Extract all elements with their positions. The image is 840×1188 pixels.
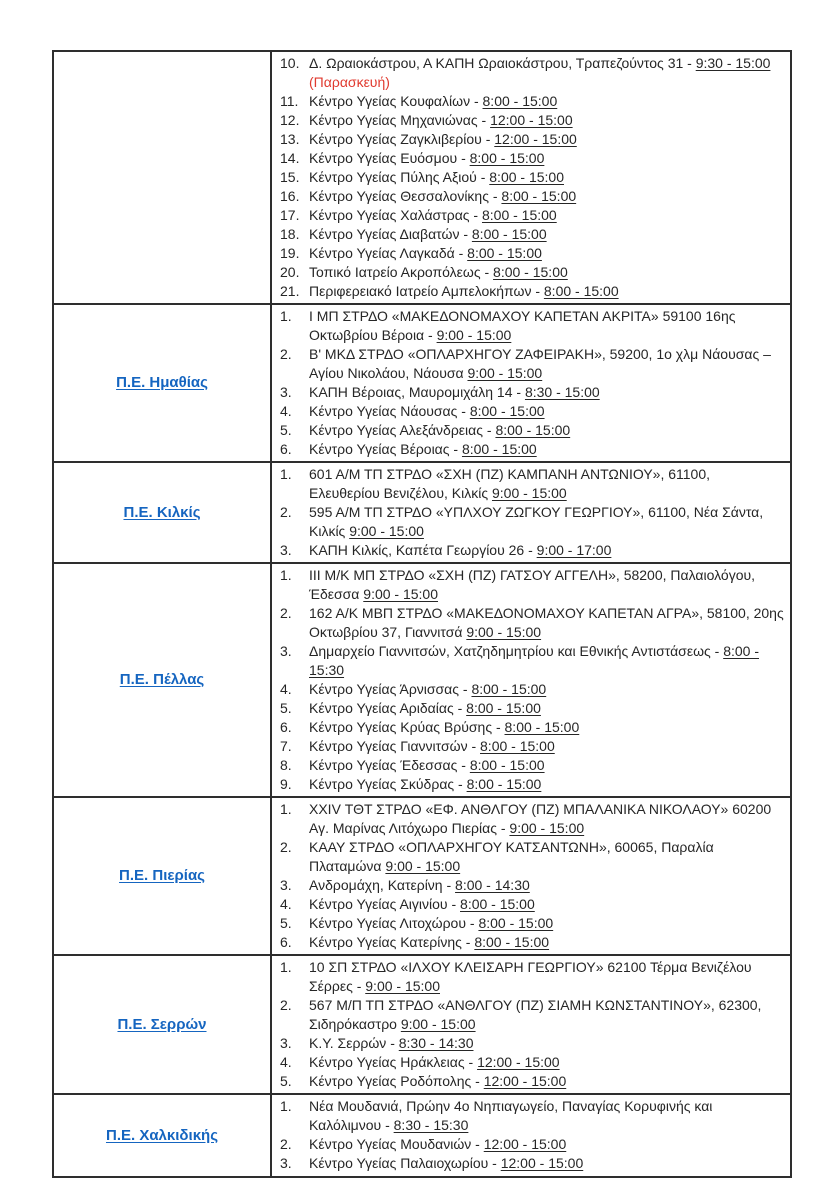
location-text: 162 Α/Κ ΜΒΠ ΣΤΡΔΟ «ΜΑΚΕΔΟΝΟΜΑΧΟΥ ΚΑΠΕΤΑΝ ΑΓΡΑ», 58100, 20ης Οκτωβρίου 37, Γιαννιτσά <box>309 605 784 640</box>
list-item <box>280 718 784 737</box>
item-body <box>309 465 784 503</box>
opening-hours: 8:00 - 15:00 <box>493 264 568 280</box>
item-body <box>309 1097 784 1135</box>
list-item <box>280 54 784 92</box>
locations-list <box>280 54 784 301</box>
location-text: Νέα Μουδανιά, Πρώην 4ο Νηπιαγωγείο, Παναγίας Κορυφινής και Καλόλιμνου - <box>309 1098 713 1133</box>
list-item <box>280 1053 784 1072</box>
location-text: Ανδρομάχη, Κατερίνη - <box>309 877 456 893</box>
opening-hours: 12:00 - 15:00 <box>477 1054 560 1070</box>
locations-cell <box>271 304 791 462</box>
item-number: 3. <box>280 1155 292 1171</box>
list-item <box>280 680 784 699</box>
locations-list <box>280 307 784 459</box>
location-text: Κέντρο Υγείας Ροδόπολης - <box>309 1073 484 1089</box>
opening-hours: 8:00 - 15:00 <box>501 188 577 204</box>
list-item <box>280 642 784 680</box>
item-body <box>309 718 784 737</box>
item-number: 1. <box>280 466 292 482</box>
item-body <box>309 421 784 440</box>
region-cell <box>53 462 271 563</box>
health-centers-table <box>52 50 792 1178</box>
item-body <box>309 642 784 680</box>
opening-hours: 9:00 - 15:00 <box>467 365 543 381</box>
opening-hours: 8:00 - 15:00 <box>461 441 537 457</box>
table-row <box>53 797 791 955</box>
opening-hours: 8:00 - 15:00 <box>495 422 571 438</box>
item-body <box>309 699 784 718</box>
item-body <box>309 345 784 383</box>
item-number: 14. <box>280 150 300 166</box>
location-text: Κέντρο Υγείας Αριδαίας - <box>309 700 467 716</box>
location-text: Κέντρο Υγείας Σκύδρας - <box>309 776 467 792</box>
table-row <box>53 955 791 1094</box>
locations-list <box>280 958 784 1091</box>
item-number: 5. <box>280 1073 292 1089</box>
location-text: Κέντρο Υγείας Διαβατών - <box>309 226 472 242</box>
locations-cell <box>271 955 791 1094</box>
locations-cell <box>271 1094 791 1177</box>
opening-hours: 8:00 - 14:30 <box>455 877 530 893</box>
locations-cell <box>271 51 791 304</box>
item-number: 12. <box>280 112 300 128</box>
location-text: Δ. Ωραιοκάστρου, Α ΚΑΠΗ Ωραιοκάστρου, Τραπεζούντος 31 - <box>309 55 696 71</box>
location-text: Κέντρο Υγείας Μηχανιώνας - <box>309 112 491 128</box>
opening-hours: 9:00 - 15:00 <box>436 327 512 343</box>
item-number: 7. <box>280 738 292 754</box>
opening-hours: 8:30 - 15:00 <box>524 384 600 400</box>
region-label: Π.Ε. Πέλλας <box>119 671 205 688</box>
opening-hours: 8:00 - 15:00 <box>474 934 550 950</box>
item-number: 4. <box>280 1054 292 1070</box>
item-body <box>309 737 784 756</box>
location-text: Κέντρο Υγείας Αιγινίου - <box>309 896 461 912</box>
list-item <box>280 465 784 503</box>
item-body <box>309 756 784 775</box>
region-label: Π.Ε. Χαλκιδικής <box>105 1126 219 1144</box>
item-number: 3. <box>280 384 292 400</box>
item-body <box>309 1034 784 1053</box>
item-number: 5. <box>280 700 292 716</box>
location-text: XXIV ΤΘΤ ΣΤΡΔΟ «ΕΦ. ΑΝΘΛΓΟΥ (ΠΖ) ΜΠΑΛΑΝΙΚΑ ΝΙΚΟΛΑΟΥ» 60200 Αγ. Μαρίνας Λιτόχωρο Πιερίας - <box>309 801 772 836</box>
item-number: 15. <box>280 169 300 185</box>
opening-hours: 8:00 - 15:00 <box>466 776 542 792</box>
opening-hours: 8:00 - 15:00 <box>543 283 619 299</box>
location-text: Κέντρο Υγείας Μουδανιών - <box>309 1136 484 1152</box>
item-body <box>309 876 784 895</box>
table-row <box>53 462 791 563</box>
location-text: Κέντρο Υγείας Ζαγκλιβερίου - <box>309 131 495 147</box>
list-item <box>280 307 784 345</box>
location-text: Περιφερειακό Ιατρείο Αμπελοκήπων - <box>309 283 544 299</box>
locations-cell <box>271 462 791 563</box>
location-text: Κέντρο Υγείας Βέροιας - <box>309 441 462 457</box>
location-text: Β' ΜΚΔ ΣΤΡΔΟ «ΟΠΛΑΡΧΗΓΟΥ ΖΑΦΕΙΡΑΚΗ», 59200, 1ο χλμ Νάουσας – Αγίου Νικολάου, Νάουσα <box>309 346 771 381</box>
list-item <box>280 604 784 642</box>
list-item <box>280 566 784 604</box>
location-text: Κέντρο Υγείας Κρύας Βρύσης - <box>309 719 505 735</box>
location-text: 601 Α/Μ ΤΠ ΣΤΡΔΟ «ΣΧΗ (ΠΖ) ΚΑΜΠΑΝΗ ΑΝΤΩΝΙΟΥ», 61100, Ελευθερίου Βενιζέλου, Κιλκίς <box>309 466 711 501</box>
item-body <box>309 958 784 996</box>
item-number: 21. <box>280 283 300 299</box>
item-number: 4. <box>280 896 292 912</box>
locations-cell <box>271 797 791 955</box>
item-number: 3. <box>280 1035 292 1051</box>
location-text: 567 Μ/Π ΤΠ ΣΤΡΔΟ «ΑΝΘΛΓΟΥ (ΠΖ) ΣΙΑΜΗ ΚΩΝΣΤΑΝΤΙΝΟΥ», 62300, Σιδηρόκαστρο <box>309 997 762 1032</box>
list-item <box>280 895 784 914</box>
location-text: Κέντρο Υγείας Παλαιοχωρίου - <box>309 1155 501 1171</box>
opening-hours: 8:00 - 15:00 <box>480 738 555 754</box>
list-item <box>280 92 784 111</box>
item-number: 2. <box>280 504 292 520</box>
item-number: 1. <box>280 959 292 975</box>
opening-hours: 8:00 - 15:00 <box>469 757 545 773</box>
item-number: 3. <box>280 877 292 893</box>
opening-hours: 9:30 - 15:00 <box>695 55 771 71</box>
opening-hours: 9:00 - 15:00 <box>385 858 461 874</box>
list-item <box>280 1154 784 1173</box>
location-text: Ι ΜΠ ΣΤΡΔΟ «ΜΑΚΕΔΟΝΟΜΑΧΟΥ ΚΑΠΕΤΑΝ ΑΚΡΙΤΑ» 59100 16ης Οκτωβρίου Βέροια - <box>309 308 736 343</box>
item-body <box>309 1072 784 1091</box>
list-item <box>280 775 784 794</box>
locations-list <box>280 566 784 794</box>
list-item <box>280 838 784 876</box>
location-text: Κέντρο Υγείας Πύλης Αξιού - <box>309 169 490 185</box>
item-body <box>309 604 784 642</box>
item-body <box>309 775 784 794</box>
item-number: 4. <box>280 403 292 419</box>
item-number: 8. <box>280 757 292 773</box>
region-label: Π.Ε. Σερρών <box>117 1015 207 1033</box>
opening-hours: 8:00 - 15:00 <box>460 896 535 912</box>
item-body <box>309 282 784 301</box>
opening-hours: 8:00 - 15:00 <box>469 403 545 419</box>
item-body <box>309 933 784 952</box>
item-number: 4. <box>280 681 292 697</box>
opening-hours: 8:00 - 15:00 <box>478 915 554 931</box>
opening-hours: 8:00 - 15:00 <box>467 245 542 261</box>
item-body <box>309 1053 784 1072</box>
region-cell <box>53 955 271 1094</box>
item-body <box>309 206 784 225</box>
opening-hours: 9:00 - 15:00 <box>400 1016 476 1032</box>
table-row <box>53 563 791 797</box>
item-number: 1. <box>280 567 292 583</box>
region-cell <box>53 1094 271 1177</box>
list-item <box>280 282 784 301</box>
item-number: 2. <box>280 997 292 1013</box>
table-row <box>53 1094 791 1177</box>
item-body <box>309 838 784 876</box>
item-number: 1. <box>280 308 292 324</box>
opening-hours: 8:00 - 15:00 <box>471 681 547 697</box>
location-text: Κέντρο Υγείας Ευόσμου - <box>309 150 470 166</box>
locations-list <box>280 465 784 560</box>
list-item <box>280 1097 784 1135</box>
opening-hours: 9:00 - 15:00 <box>363 586 439 602</box>
item-number: 6. <box>280 934 292 950</box>
item-body <box>309 440 784 459</box>
location-text: Κέντρο Υγείας Κουφαλίων - <box>309 93 483 109</box>
location-text: ΚΑΠΗ Βέροιας, Μαυρομιχάλη 14 - <box>309 384 525 400</box>
opening-hours: 8:00 - 15:00 <box>504 719 580 735</box>
region-label: Π.Ε. Πιερίας <box>119 867 205 884</box>
location-text: Κέντρο Υγείας Άρνισσας - <box>309 681 472 697</box>
item-body <box>309 800 784 838</box>
region-cell <box>53 304 271 462</box>
item-number: 13. <box>280 131 300 147</box>
item-body <box>309 263 784 282</box>
list-item <box>280 914 784 933</box>
location-text: Κέντρο Υγείας Ηράκλειας - <box>309 1054 478 1070</box>
location-text: Κέντρο Υγείας Λιτοχώρου - <box>309 915 479 931</box>
opening-hours: 9:00 - 15:00 <box>491 485 567 501</box>
list-item <box>280 263 784 282</box>
location-text: Κέντρο Υγείας Γιαννιτσών - <box>309 738 481 754</box>
list-item <box>280 958 784 996</box>
item-number: 1. <box>280 801 292 817</box>
region-cell <box>53 51 271 304</box>
location-text: Κέντρο Υγείας Αλεξάνδρειας - <box>309 422 496 438</box>
list-item <box>280 1034 784 1053</box>
item-number: 3. <box>280 542 292 558</box>
location-text: Κέντρο Υγείας Χαλάστρας - <box>309 207 482 223</box>
location-text: Κέντρο Υγείας Κατερίνης - <box>309 934 475 950</box>
list-item <box>280 383 784 402</box>
list-item <box>280 187 784 206</box>
opening-hours: 8:00 - 15:30 <box>309 643 759 678</box>
location-text: 10 ΣΠ ΣΤΡΔΟ «ΙΛΧΟΥ ΚΛΕΙΣΑΡΗ ΓΕΩΡΓΙΟΥ» 62100 Τέρμα Βενιζέλου Σέρρες - <box>309 959 752 994</box>
item-number: 16. <box>280 188 300 204</box>
opening-hours: 8:30 - 15:30 <box>393 1117 469 1133</box>
list-item <box>280 1072 784 1091</box>
table-row <box>53 51 791 304</box>
item-body <box>309 895 784 914</box>
list-item <box>280 503 784 541</box>
table-body <box>53 51 791 1177</box>
list-item <box>280 168 784 187</box>
item-number: 6. <box>280 441 292 457</box>
locations-cell <box>271 563 791 797</box>
item-body <box>309 92 784 111</box>
region-cell <box>53 797 271 955</box>
item-body <box>309 566 784 604</box>
list-item <box>280 225 784 244</box>
list-item <box>280 440 784 459</box>
list-item <box>280 541 784 560</box>
item-body <box>309 680 784 699</box>
item-body <box>309 503 784 541</box>
opening-hours: 12:00 - 15:00 <box>490 112 573 128</box>
location-text: 595 Α/Μ ΤΠ ΣΤΡΔΟ «ΥΠΛΧΟΥ ΖΩΓΚΟΥ ΓΕΩΡΓΙΟΥ», 61100, Νέα Σάντα, Κιλκίς <box>309 504 764 539</box>
opening-hours: 8:30 - 14:30 <box>398 1035 474 1051</box>
item-number: 17. <box>280 207 300 223</box>
item-number: 5. <box>280 422 292 438</box>
list-item <box>280 800 784 838</box>
opening-hours: 12:00 - 15:00 <box>500 1155 584 1171</box>
opening-hours: 12:00 - 15:00 <box>483 1073 567 1089</box>
list-item <box>280 1135 784 1154</box>
region-cell <box>53 563 271 797</box>
item-body <box>309 1135 784 1154</box>
item-body <box>309 1154 784 1173</box>
region-label: Π.Ε. Κιλκίς <box>123 503 201 521</box>
opening-hours: 9:00 - 15:00 <box>365 978 440 994</box>
opening-hours: 12:00 - 15:00 <box>483 1136 567 1152</box>
location-text: Κέντρο Υγείας Θεσσαλονίκης - <box>309 188 502 204</box>
item-body <box>309 996 784 1034</box>
region-label: Π.Ε. Ημαθίας <box>116 374 208 391</box>
list-item <box>280 345 784 383</box>
item-number: 19. <box>280 245 300 261</box>
table-row <box>53 304 791 462</box>
item-body <box>309 402 784 421</box>
opening-hours: 9:00 - 15:00 <box>509 820 585 836</box>
item-body <box>309 130 784 149</box>
list-item <box>280 111 784 130</box>
item-number: 3. <box>280 643 292 659</box>
item-body <box>309 111 784 130</box>
item-body <box>309 307 784 345</box>
opening-hours: 8:00 - 15:00 <box>481 207 557 223</box>
item-body <box>309 168 784 187</box>
list-item <box>280 756 784 775</box>
opening-hours: 8:00 - 15:00 <box>466 700 541 716</box>
location-text: ΚΑΠΗ Κιλκίς, Καπέτα Γεωργίου 26 - <box>309 542 537 558</box>
item-number: 10. <box>280 55 300 71</box>
item-number: 2. <box>280 839 292 855</box>
locations-list <box>280 1097 784 1173</box>
item-number: 5. <box>280 915 292 931</box>
opening-hours: 9:00 - 15:00 <box>349 523 424 539</box>
opening-hours: 12:00 - 15:00 <box>494 131 577 147</box>
location-text: Κέντρο Υγείας Λαγκαδά - <box>309 245 468 261</box>
opening-hours: 8:00 - 15:00 <box>482 93 558 109</box>
day-note: (Παρασκευή) <box>309 74 390 90</box>
item-body <box>309 541 784 560</box>
locations-list <box>280 800 784 952</box>
opening-hours: 9:00 - 17:00 <box>536 542 612 558</box>
location-text: Τοπικό Ιατρείο Ακροπόλεως - <box>309 264 494 280</box>
opening-hours: 9:00 - 15:00 <box>466 624 542 640</box>
item-number: 9. <box>280 776 292 792</box>
item-body <box>309 149 784 168</box>
list-item <box>280 244 784 263</box>
item-body <box>309 187 784 206</box>
opening-hours: 8:00 - 15:00 <box>489 169 564 185</box>
list-item <box>280 402 784 421</box>
location-text: Κέντρο Υγείας Έδεσσας - <box>309 757 470 773</box>
location-text: Κέντρο Υγείας Νάουσας - <box>309 403 470 419</box>
list-item <box>280 933 784 952</box>
item-body <box>309 914 784 933</box>
location-text: Κ.Υ. Σερρών - <box>309 1035 399 1051</box>
list-item <box>280 149 784 168</box>
item-number: 11. <box>280 93 299 109</box>
opening-hours: 8:00 - 15:00 <box>469 150 545 166</box>
list-item <box>280 421 784 440</box>
item-body <box>309 54 784 92</box>
location-text: ΙΙΙ Μ/Κ ΜΠ ΣΤΡΔΟ «ΣΧΗ (ΠΖ) ΓΑΤΣΟΥ ΑΓΓΕΛΗ», 58200, Παλαιολόγου, Έδεσσα <box>309 567 756 602</box>
item-number: 18. <box>280 226 300 242</box>
list-item <box>280 130 784 149</box>
item-number: 2. <box>280 346 292 362</box>
item-number: 6. <box>280 719 292 735</box>
item-body <box>309 225 784 244</box>
item-number: 20. <box>280 264 300 280</box>
opening-hours: 8:00 - 15:00 <box>471 226 547 242</box>
item-body <box>309 383 784 402</box>
list-item <box>280 876 784 895</box>
list-item <box>280 699 784 718</box>
list-item <box>280 206 784 225</box>
item-number: 1. <box>280 1098 292 1114</box>
location-text: ΚΑΑΥ ΣΤΡΔΟ «ΟΠΛΑΡΧΗΓΟΥ ΚΑΤΣΑΝΤΩΝΗ», 60065, Παραλία Πλαταμώνα <box>309 839 714 874</box>
list-item <box>280 996 784 1034</box>
item-body <box>309 244 784 263</box>
item-number: 2. <box>280 605 292 621</box>
list-item <box>280 737 784 756</box>
location-text: Δημαρχείο Γιαννιτσών, Χατζηδημητρίου και Εθνικής Αντιστάσεως - <box>309 643 724 659</box>
item-number: 2. <box>280 1136 292 1152</box>
